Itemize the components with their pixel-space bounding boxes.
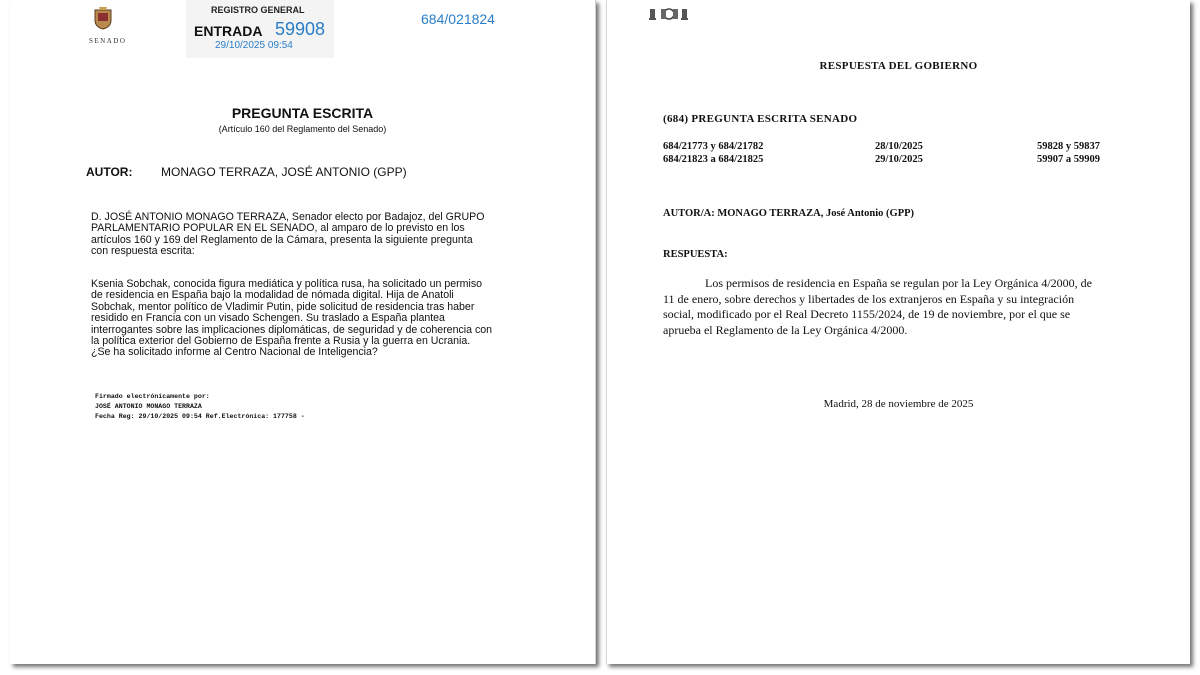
- answer-line: 11 de enero, sobre derechos y libertades de los extranjeros en España y su integración: [663, 291, 1075, 306]
- respuesta-title: RESPUESTA DEL GOBIERNO: [819, 60, 978, 72]
- signature-line: Fecha Reg: 29/10/2025 09:54 Ref.Electrónica: 177758 -: [95, 413, 305, 420]
- reference-entries: 59828 y 59837: [1037, 141, 1100, 152]
- question-line: Ksenia Sobchak, conocida figura mediática y política rusa, ha solicitado un permiso: [91, 278, 483, 290]
- senado-wordmark: SENADO: [89, 37, 127, 45]
- answer-paragraph: [663, 276, 1150, 338]
- document-subtitle: (Artículo 160 del Reglamento del Senado): [218, 124, 387, 134]
- senado-coat-of-arms-icon: [92, 6, 114, 30]
- reference-entries: 59907 a 59909: [1037, 154, 1100, 165]
- registro-general-title: REGISTRO GENERAL: [211, 5, 305, 15]
- pregunta-escrita-title: (684) PREGUNTA ESCRITA SENADO: [663, 113, 858, 125]
- answer-line: social, modificado por el Real Decreto 1155/2024, de 19 de noviembre, por el que se: [663, 307, 1071, 321]
- government-emblem-icon: [649, 7, 705, 20]
- autor-value: MONAGO TERRAZA, JOSÉ ANTONIO (GPP): [161, 165, 407, 179]
- respuesta-label: RESPUESTA:: [663, 249, 728, 260]
- question-line: interrogantes sobre las implicaciones diplomáticas, de seguridad y de coherencia con: [91, 323, 493, 336]
- entrada-datetime: 29/10/2025 09:54: [215, 40, 293, 51]
- signature-line: JOSÉ ANTONIO MONAGO TERRAZA: [95, 403, 202, 410]
- question-line: la política exterior del Gobierno de España frente a Rusia y la guerra en Ucrania.: [91, 335, 471, 348]
- reference-date: 28/10/2025: [875, 141, 923, 152]
- question-line: de residencia en España bajo la modalidad de nómada digital. Hija de Anatoli: [91, 289, 454, 302]
- reference-date: 29/10/2025: [875, 154, 923, 165]
- document-title: PREGUNTA ESCRITA: [231, 105, 374, 121]
- intro-line: artículos 160 y 169 del Reglamento de la Cámara, presenta la siguiente pregunta: [91, 233, 473, 246]
- autor-label: AUTOR:: [86, 165, 133, 179]
- intro-line: con respuesta escrita:: [91, 245, 195, 258]
- question-line: Sobchak, mentor político de Vladimir Putin, pide solicitud de residencia tras haber: [91, 300, 475, 313]
- intro-line: PARLAMENTARIO POPULAR EN EL SENADO, al amparo de lo previsto en los: [91, 222, 465, 235]
- entrada-number: 59908: [275, 19, 326, 39]
- question-paragraph: [91, 279, 531, 359]
- intro-paragraph: [91, 212, 531, 258]
- intro-line: D. JOSÉ ANTONIO MONAGO TERRAZA, Senador electo por Badajoz, del GRUPO: [91, 211, 485, 223]
- answer-line: Los permisos de residencia en España se regulan por la Ley Orgánica 4/2000, de: [705, 276, 1092, 290]
- signature-line: Firmado electrónicamente por:: [95, 393, 210, 400]
- question-line: ¿Se ha solicitado informe al Centro Nacional de Inteligencia?: [91, 346, 378, 359]
- document-page-pregunta: [10, 0, 596, 664]
- reference-refs: 684/21773 y 684/21782: [663, 141, 764, 152]
- question-line: residido en Francia con un visado Schengen. Su traslado a España plantea: [91, 312, 445, 325]
- answer-line: aprueba el Reglamento de la Ley Orgánica 4/2000.: [663, 322, 908, 337]
- reference-number: 684/021824: [421, 11, 495, 27]
- document-page-respuesta: [606, 0, 1190, 664]
- madrid-date: Madrid, 28 de noviembre de 2025: [823, 398, 974, 410]
- entrada-label: ENTRADA: [194, 23, 263, 39]
- autora-line: AUTOR/A: MONAGO TERRAZA, José Antonio (GPP): [663, 208, 915, 219]
- reference-refs: 684/21823 a 684/21825: [663, 154, 764, 165]
